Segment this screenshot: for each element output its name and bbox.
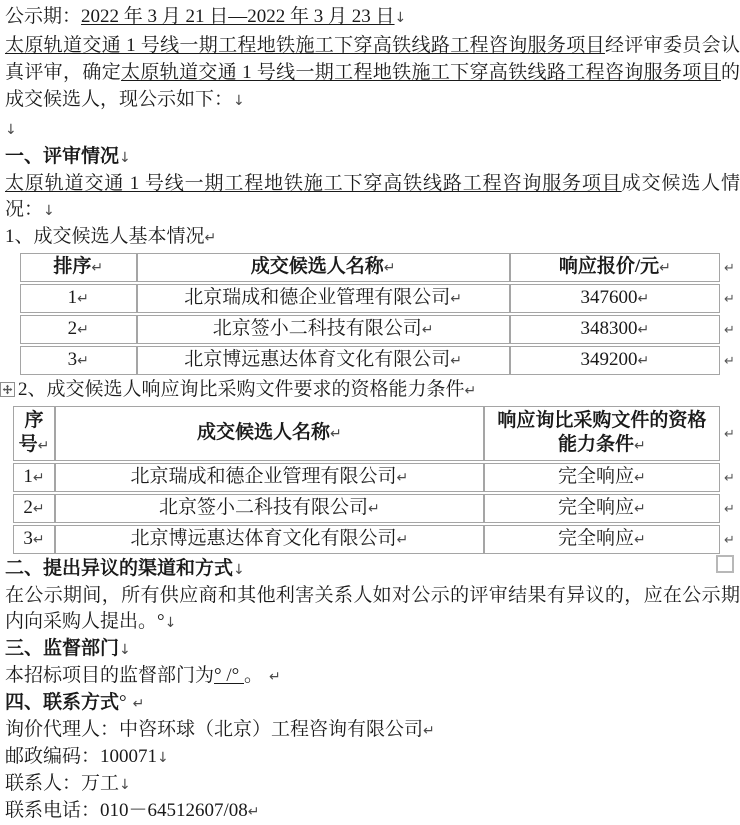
- qualification-table-wrap: [5, 404, 740, 556]
- cell-index: 1↵: [13, 463, 55, 492]
- paragraph-mark-icon: ↵: [724, 260, 735, 276]
- intro-tail-text: 的成交候选人，现公示如下：: [5, 62, 740, 110]
- paragraph-mark-icon: ↵: [77, 322, 89, 338]
- empty-line: [5, 115, 740, 144]
- header-cell-rank: 排序↵: [20, 253, 137, 282]
- postal-code-text: 邮政编码：100071: [5, 746, 158, 767]
- intro-paragraph: [5, 32, 740, 115]
- paragraph-mark-icon: ↵: [421, 322, 434, 338]
- intro-mid-text: 经评审委员会认真评审，确定: [5, 35, 740, 83]
- subsection2-line: [5, 377, 740, 404]
- section4-title: 四、联系方式: [5, 692, 120, 713]
- cell-name: 北京签小二科技有限公司↵: [137, 315, 510, 344]
- linebreak-mark-icon: ↓: [119, 777, 131, 793]
- paragraph-mark-icon: ↵: [329, 426, 342, 442]
- supervision-suffix-text: 。: [244, 665, 264, 686]
- paragraph-mark-icon: ↵: [32, 501, 45, 517]
- paragraph-mark-icon: ↵: [77, 291, 89, 307]
- cell-price: 348300↵: [510, 315, 720, 344]
- cell-name: 北京瑞成和德企业管理有限公司↵: [55, 463, 484, 492]
- publicity-label: 公示期：: [5, 6, 82, 27]
- section2-body-text: 在公示期间，所有供应商和其他利害关系人如对公示的评审结果有异议的，应在公示期内向采购人提出。°: [5, 585, 740, 632]
- cell-response: 完全响应↵: [484, 525, 720, 554]
- table-header-row: [13, 406, 740, 461]
- paragraph-mark-icon: ↵: [269, 669, 281, 685]
- paragraph-mark-icon: ↵: [37, 438, 50, 454]
- section2-title: 二、提出异议的渠道和方式: [5, 558, 234, 579]
- paragraph-mark-icon: ↵: [464, 383, 477, 399]
- paragraph-mark-icon: ↵: [637, 353, 650, 369]
- paragraph-mark-icon: ↵: [204, 230, 217, 246]
- fullwidth-space-mark-icon: °: [119, 692, 127, 713]
- paragraph-mark-icon: ↵: [633, 438, 646, 454]
- publicity-period-line: [5, 3, 740, 32]
- cell-response: 完全响应↵: [484, 494, 720, 523]
- cell-name: 北京博远惠达体育文化有限公司↵: [55, 525, 484, 554]
- paragraph-mark-icon: ↵: [724, 291, 735, 307]
- subsection2-label: 2、成交候选人响应询比采购文件要求的资格能力条件: [18, 379, 465, 400]
- table-row: [13, 525, 740, 554]
- paragraph-mark-icon: ↵: [396, 532, 409, 548]
- paragraph-mark-icon: ↵: [396, 470, 409, 486]
- paragraph-mark-icon: ↵: [659, 260, 671, 276]
- table-row: [13, 463, 740, 492]
- paragraph-mark-icon: ↵: [383, 260, 396, 276]
- section4-heading: [5, 690, 740, 717]
- linebreak-mark-icon: ↓: [43, 203, 55, 219]
- paragraph-mark-icon: ↵: [32, 532, 45, 548]
- row-end-mark: [720, 284, 740, 313]
- paragraph-mark-icon: ↵: [633, 532, 646, 548]
- paragraph-mark-icon: ↵: [724, 532, 735, 548]
- section1-summary-line: [5, 171, 740, 224]
- paragraph-mark-icon: ↵: [77, 353, 89, 369]
- row-end-mark: [720, 525, 740, 554]
- table-row: [20, 284, 740, 313]
- section3-heading: [5, 636, 740, 663]
- cell-index: 2↵: [13, 494, 55, 523]
- cell-index: 3↵: [13, 525, 55, 554]
- project-name: 太原轨道交通 1 号线一期工程地铁施工下穿高铁线路工程咨询服务项目: [5, 173, 622, 194]
- paragraph-mark-icon: ↵: [450, 353, 462, 369]
- cell-rank: 2↵: [20, 315, 137, 344]
- paragraph-mark-icon: ↵: [633, 501, 646, 517]
- linebreak-mark-icon: ↓: [119, 150, 131, 166]
- cell-name: 北京签小二科技有限公司↵: [55, 494, 484, 523]
- paragraph-mark-icon: ↵: [637, 291, 650, 307]
- supervision-blank-field: ° /°: [214, 665, 244, 686]
- paragraph-mark-icon: ↵: [132, 696, 145, 712]
- paragraph-mark-icon: ↵: [367, 501, 380, 517]
- table-resize-handle[interactable]: [716, 555, 734, 573]
- linebreak-mark-icon: ↓: [164, 615, 177, 631]
- candidates-table-wrap: [5, 251, 740, 377]
- section1-title: 一、评审情况: [5, 146, 120, 167]
- header-cell-index: 序号↵: [13, 406, 55, 461]
- table-move-handle-icon[interactable]: [0, 382, 15, 397]
- qualification-table: [13, 404, 740, 556]
- contact-phone-line: [5, 798, 740, 825]
- linebreak-mark-icon: ↓: [157, 750, 169, 766]
- publicity-dates: 2022 年 3 月 21 日—2022 年 3 月 23 日: [81, 6, 395, 27]
- paragraph-mark-icon: ↵: [423, 723, 435, 739]
- cell-price: 347600↵: [510, 284, 720, 313]
- table-header-row: [20, 253, 740, 282]
- postal-code-line: [5, 744, 740, 771]
- row-end-mark: [720, 315, 740, 344]
- section1-heading: [5, 144, 740, 171]
- paragraph-mark-icon: ↵: [724, 353, 735, 369]
- header-cell-name: 成交候选人名称↵: [137, 253, 510, 282]
- cell-response: 完全响应↵: [484, 463, 720, 492]
- project-name: 太原轨道交通 1 号线一期工程地铁施工下穿高铁线路工程咨询服务项目: [5, 35, 605, 56]
- project-name: 太原轨道交通 1 号线一期工程地铁施工下穿高铁线路工程咨询服务项目: [121, 62, 721, 83]
- subsection1-line: [5, 224, 740, 251]
- table-row: [20, 346, 740, 375]
- paragraph-mark-icon: ↵: [724, 426, 735, 442]
- summary-tail-text: 成交候选人情况：: [5, 173, 740, 220]
- paragraph-mark-icon: ↵: [450, 291, 462, 307]
- contact-agent-line: [5, 717, 740, 744]
- row-end-mark: [720, 346, 740, 375]
- linebreak-mark-icon: ↓: [233, 562, 245, 578]
- paragraph-mark-icon: ↵: [32, 470, 45, 486]
- subsection1-label: 1、成交候选人基本情况: [5, 226, 205, 247]
- section3-title: 三、监督部门: [5, 638, 120, 659]
- section3-body: [5, 663, 740, 690]
- linebreak-mark-icon: ↓: [394, 10, 407, 26]
- paragraph-mark-icon: ↵: [724, 501, 735, 517]
- paragraph-mark-icon: ↵: [637, 322, 650, 338]
- contact-person-line: [5, 771, 740, 798]
- cell-price: 349200↵: [510, 346, 720, 375]
- row-end-mark: [720, 494, 740, 523]
- cell-name: 北京博远惠达体育文化有限公司↵: [137, 346, 510, 375]
- header-cell-price: 响应报价/元↵: [510, 253, 720, 282]
- linebreak-mark-icon: ↓: [119, 642, 131, 658]
- header-cell-qualification: 响应询比采购文件的资格能力条件↵: [484, 406, 720, 461]
- cell-rank: 1↵: [20, 284, 137, 313]
- header-cell-name: 成交候选人名称↵: [55, 406, 484, 461]
- section2-body: [5, 583, 740, 636]
- table-row: [20, 315, 740, 344]
- paragraph-mark-icon: ↵: [91, 260, 104, 276]
- row-end-mark: [720, 463, 740, 492]
- table-row: [13, 494, 740, 523]
- contact-person-text: 联系人：万工: [5, 773, 120, 794]
- linebreak-mark-icon: ↓: [5, 122, 17, 138]
- paragraph-mark-icon: ↵: [724, 322, 735, 338]
- cell-rank: 3↵: [20, 346, 137, 375]
- row-end-mark: [720, 253, 740, 282]
- row-end-mark: [720, 406, 740, 461]
- cell-name: 北京瑞成和德企业管理有限公司↵: [137, 284, 510, 313]
- paragraph-mark-icon: ↵: [247, 804, 260, 820]
- linebreak-mark-icon: ↓: [233, 93, 245, 109]
- contact-agent-text: 询价代理人：中咨环球（北京）工程咨询有限公司: [5, 719, 424, 740]
- supervision-prefix-text: 本招标项目的监督部门为: [5, 665, 215, 686]
- section2-heading: [5, 556, 740, 583]
- contact-phone-text: 联系电话：010－64512607/08: [5, 800, 248, 821]
- candidates-table: [20, 251, 740, 377]
- paragraph-mark-icon: ↵: [633, 470, 646, 486]
- paragraph-mark-icon: ↵: [724, 470, 735, 486]
